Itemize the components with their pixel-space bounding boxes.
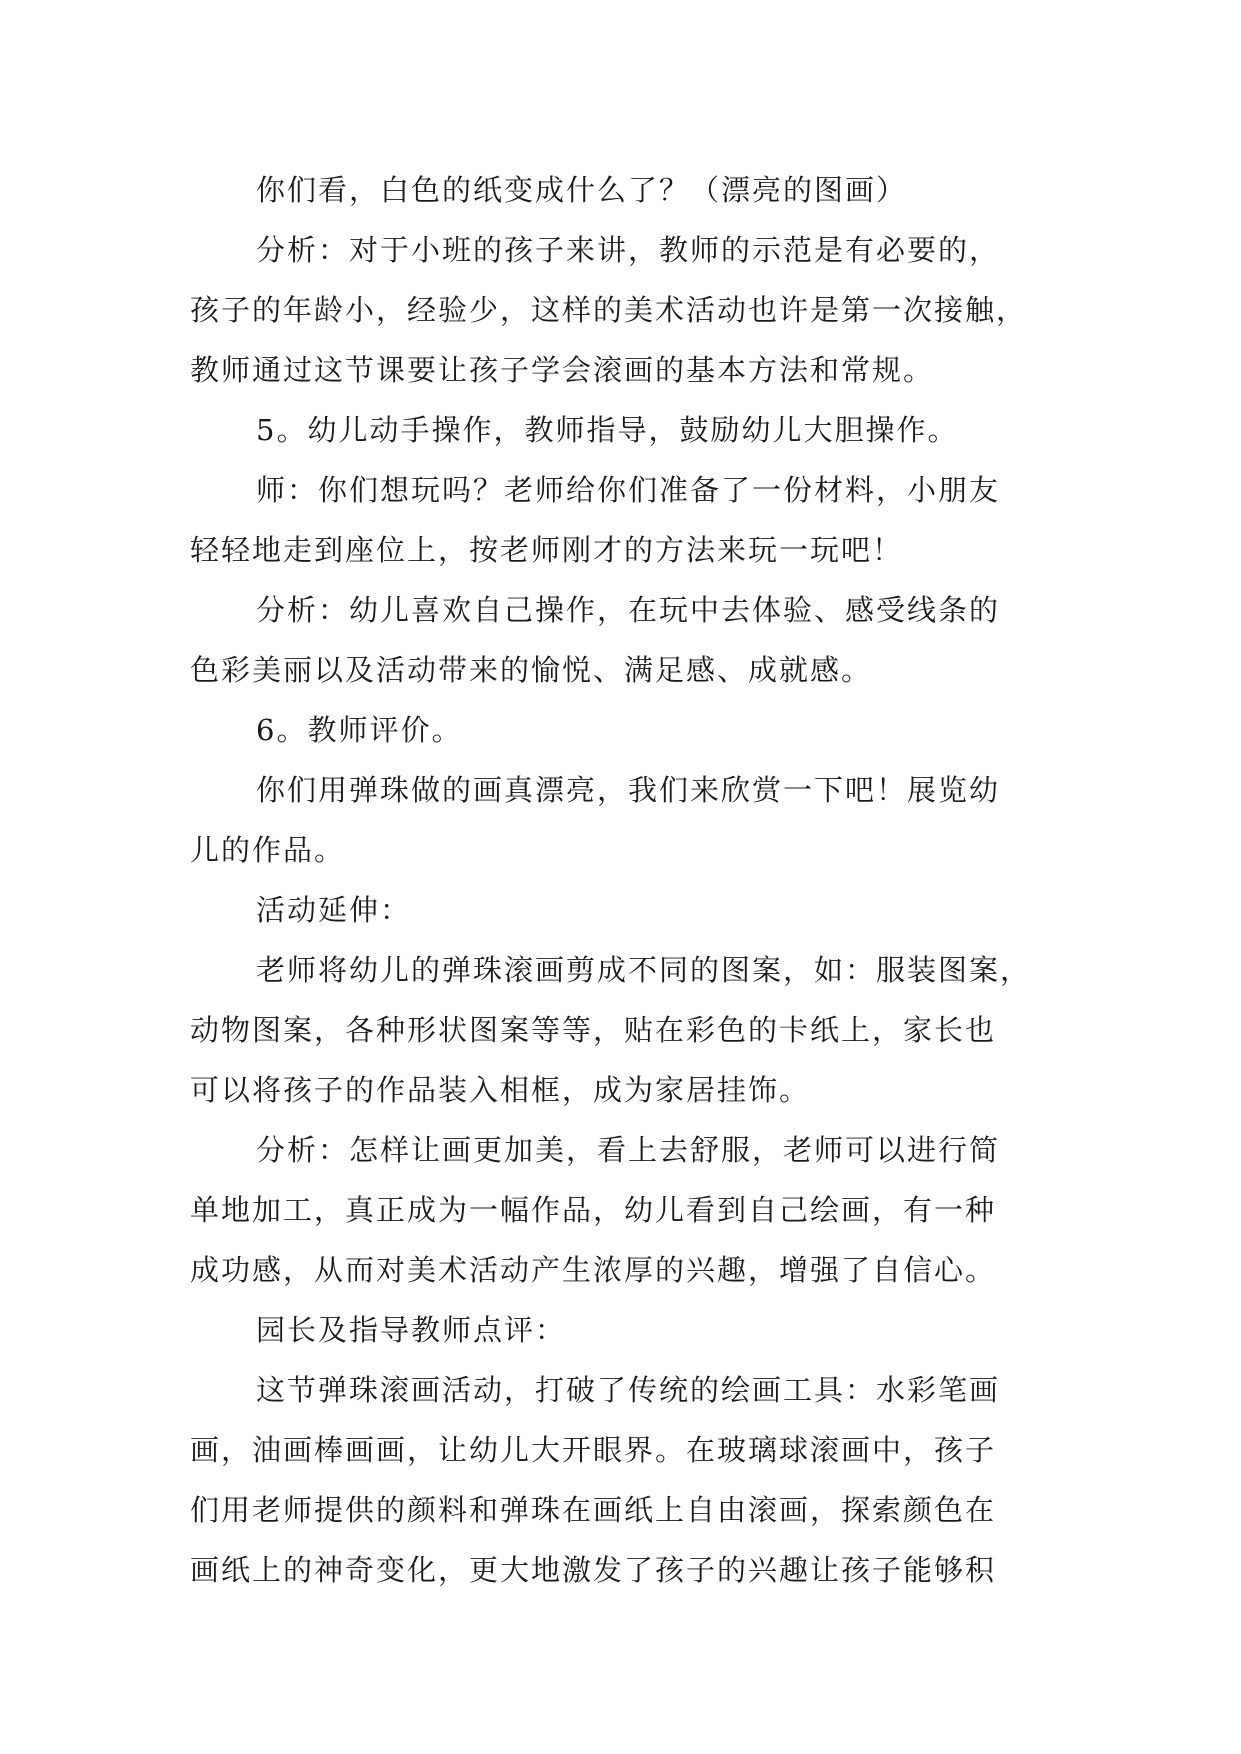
text-line: 色彩美丽以及活动带来的愉悦、满足感、成就感。 — [190, 653, 873, 687]
text-line: 你们看，白色的纸变成什么了？（漂亮的图画） — [256, 173, 908, 207]
text-line: 成功感，从而对美术活动产生浓厚的兴趣，增强了自信心。 — [190, 1253, 997, 1287]
text-line: 画纸上的神奇变化，更大地激发了孩子的兴趣让孩子能够积 — [190, 1553, 997, 1587]
text-line: 单地加工，真正成为一幅作品，幼儿看到自己绘画，有一种 — [190, 1193, 997, 1227]
text-line: 教师通过这节课要让孩子学会滚画的基本方法和常规。 — [190, 353, 935, 387]
text-line: 分析：对于小班的孩子来讲，教师的示范是有必要的， — [256, 233, 1001, 267]
text-line: 画，油画棒画画，让幼儿大开眼界。在玻璃球滚画中，孩子 — [190, 1433, 997, 1467]
text-line: 5。幼儿动手操作，教师指导，鼓励幼儿大胆操作。 — [256, 413, 959, 447]
text-line: 这节弹珠滚画活动，打破了传统的绘画工具：水彩笔画 — [256, 1373, 1001, 1407]
body-text — [190, 160, 1070, 1600]
text-line: 园长及指导教师点评： — [256, 1313, 567, 1347]
text-line: 师：你们想玩吗？老师给你们准备了一份材料，小朋友 — [256, 473, 1001, 507]
text-line: 老师将幼儿的弹珠滚画剪成不同的图案，如：服装图案， — [256, 953, 1032, 987]
text-line: 儿的作品。 — [190, 833, 346, 867]
text-line: 轻轻地走到座位上，按老师刚才的方法来玩一玩吧！ — [190, 533, 904, 567]
text-line: 孩子的年龄小，经验少，这样的美术活动也许是第一次接触， — [190, 293, 1028, 327]
text-line: 分析：幼儿喜欢自己操作，在玩中去体验、感受线条的 — [256, 593, 1001, 627]
text-line: 动物图案，各种形状图案等等，贴在彩色的卡纸上，家长也 — [190, 1013, 997, 1047]
text-line: 可以将孩子的作品装入相框，成为家居挂饰。 — [190, 1073, 811, 1107]
text-line: 活动延伸： — [256, 893, 412, 927]
text-line: 你们用弹珠做的画真漂亮，我们来欣赏一下吧！展览幼 — [256, 773, 1001, 807]
text-line: 们用老师提供的颜料和弹珠在画纸上自由滚画，探索颜色在 — [190, 1493, 997, 1527]
text-line: 分析：怎样让画更加美，看上去舒服，老师可以进行简 — [256, 1133, 1001, 1167]
text-line: 6。教师评价。 — [256, 713, 463, 747]
